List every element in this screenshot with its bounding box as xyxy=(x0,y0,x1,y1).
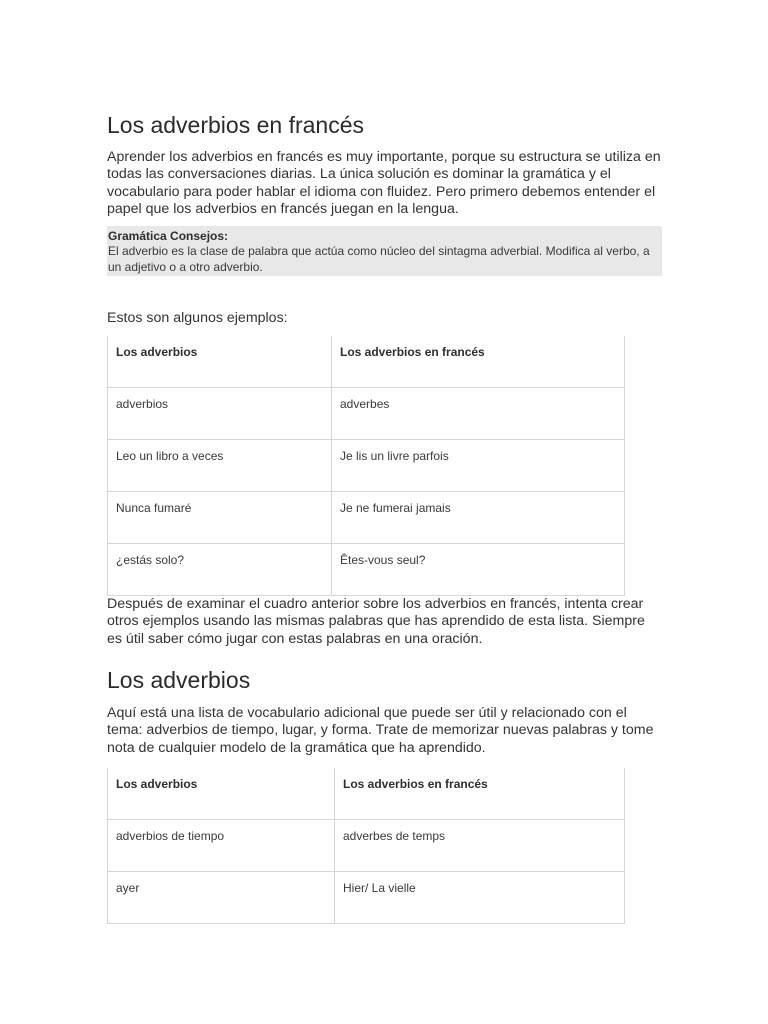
table-row xyxy=(108,492,625,544)
table-cell: Je ne fumerai jamais xyxy=(332,492,625,544)
table-cell: adverbios de tiempo xyxy=(108,820,335,872)
table-header-cell: Los adverbios en francés xyxy=(332,336,625,388)
table-header-cell: Los adverbios xyxy=(108,768,335,820)
table-header-row xyxy=(108,336,625,388)
table-row xyxy=(108,872,625,924)
table-cell: Leo un libro a veces xyxy=(108,440,332,492)
table-header-cell: Los adverbios en francés xyxy=(335,768,625,820)
after-table-paragraph: Después de examinar el cuadro anterior sobre los adverbios en francés, intenta crear otros ejemplos usando las mismas palabras que has aprendido de esta lista. Siempre es útil saber cómo jugar con estas palabras en una oración. xyxy=(107,596,645,647)
intro-paragraph: Aprender los adverbios en francés es muy importante, porque su estructura se utiliza en todas las conversaciones diarias. La única solución es dominar la gramática y el vocabulario para poder hablar el idioma con fluidez. Pero primero debemos entender el papel que los adverbios en francés juegan en la lengua. xyxy=(107,149,661,218)
table-row xyxy=(108,388,625,440)
grammar-tip-box xyxy=(107,226,662,276)
vocabulary-intro-paragraph: Aquí está una lista de vocabulario adicional que puede ser útil y relacionado con el tema: adverbios de tiempo, lugar, y forma. Trate de memorizar nuevas palabras y tome nota de cualquier modelo de la gramática que ha aprendido. xyxy=(107,705,654,756)
table-row xyxy=(108,820,625,872)
table-cell: ayer xyxy=(108,872,335,924)
table-cell: adverbes de temps xyxy=(335,820,625,872)
table-row xyxy=(108,544,625,596)
table-cell: Je lis un livre parfois xyxy=(332,440,625,492)
table-row xyxy=(108,440,625,492)
table-header-cell: Los adverbios xyxy=(108,336,332,388)
table-cell: Hier/ La vielle xyxy=(335,872,625,924)
table-cell: Êtes-vous seul? xyxy=(332,544,625,596)
examples-label: Estos son algunos ejemplos: xyxy=(107,310,288,326)
table-header-row xyxy=(108,768,625,820)
grammar-tip-text: El adverbio es la clase de palabra que actúa como núcleo del sintagma adverbial. Modifica al verbo, a un adjetivo o a otro adverbio. xyxy=(108,244,650,274)
page-title: Los adverbios en francés xyxy=(107,112,364,138)
table-cell: Nunca fumaré xyxy=(108,492,332,544)
vocabulary-table xyxy=(107,768,625,924)
table-cell: adverbios xyxy=(108,388,332,440)
grammar-tip-title: Gramática Consejos: xyxy=(108,229,229,243)
table-cell: ¿estás solo? xyxy=(108,544,332,596)
examples-table xyxy=(107,336,625,596)
table-cell: adverbes xyxy=(332,388,625,440)
section-title: Los adverbios xyxy=(107,667,251,693)
